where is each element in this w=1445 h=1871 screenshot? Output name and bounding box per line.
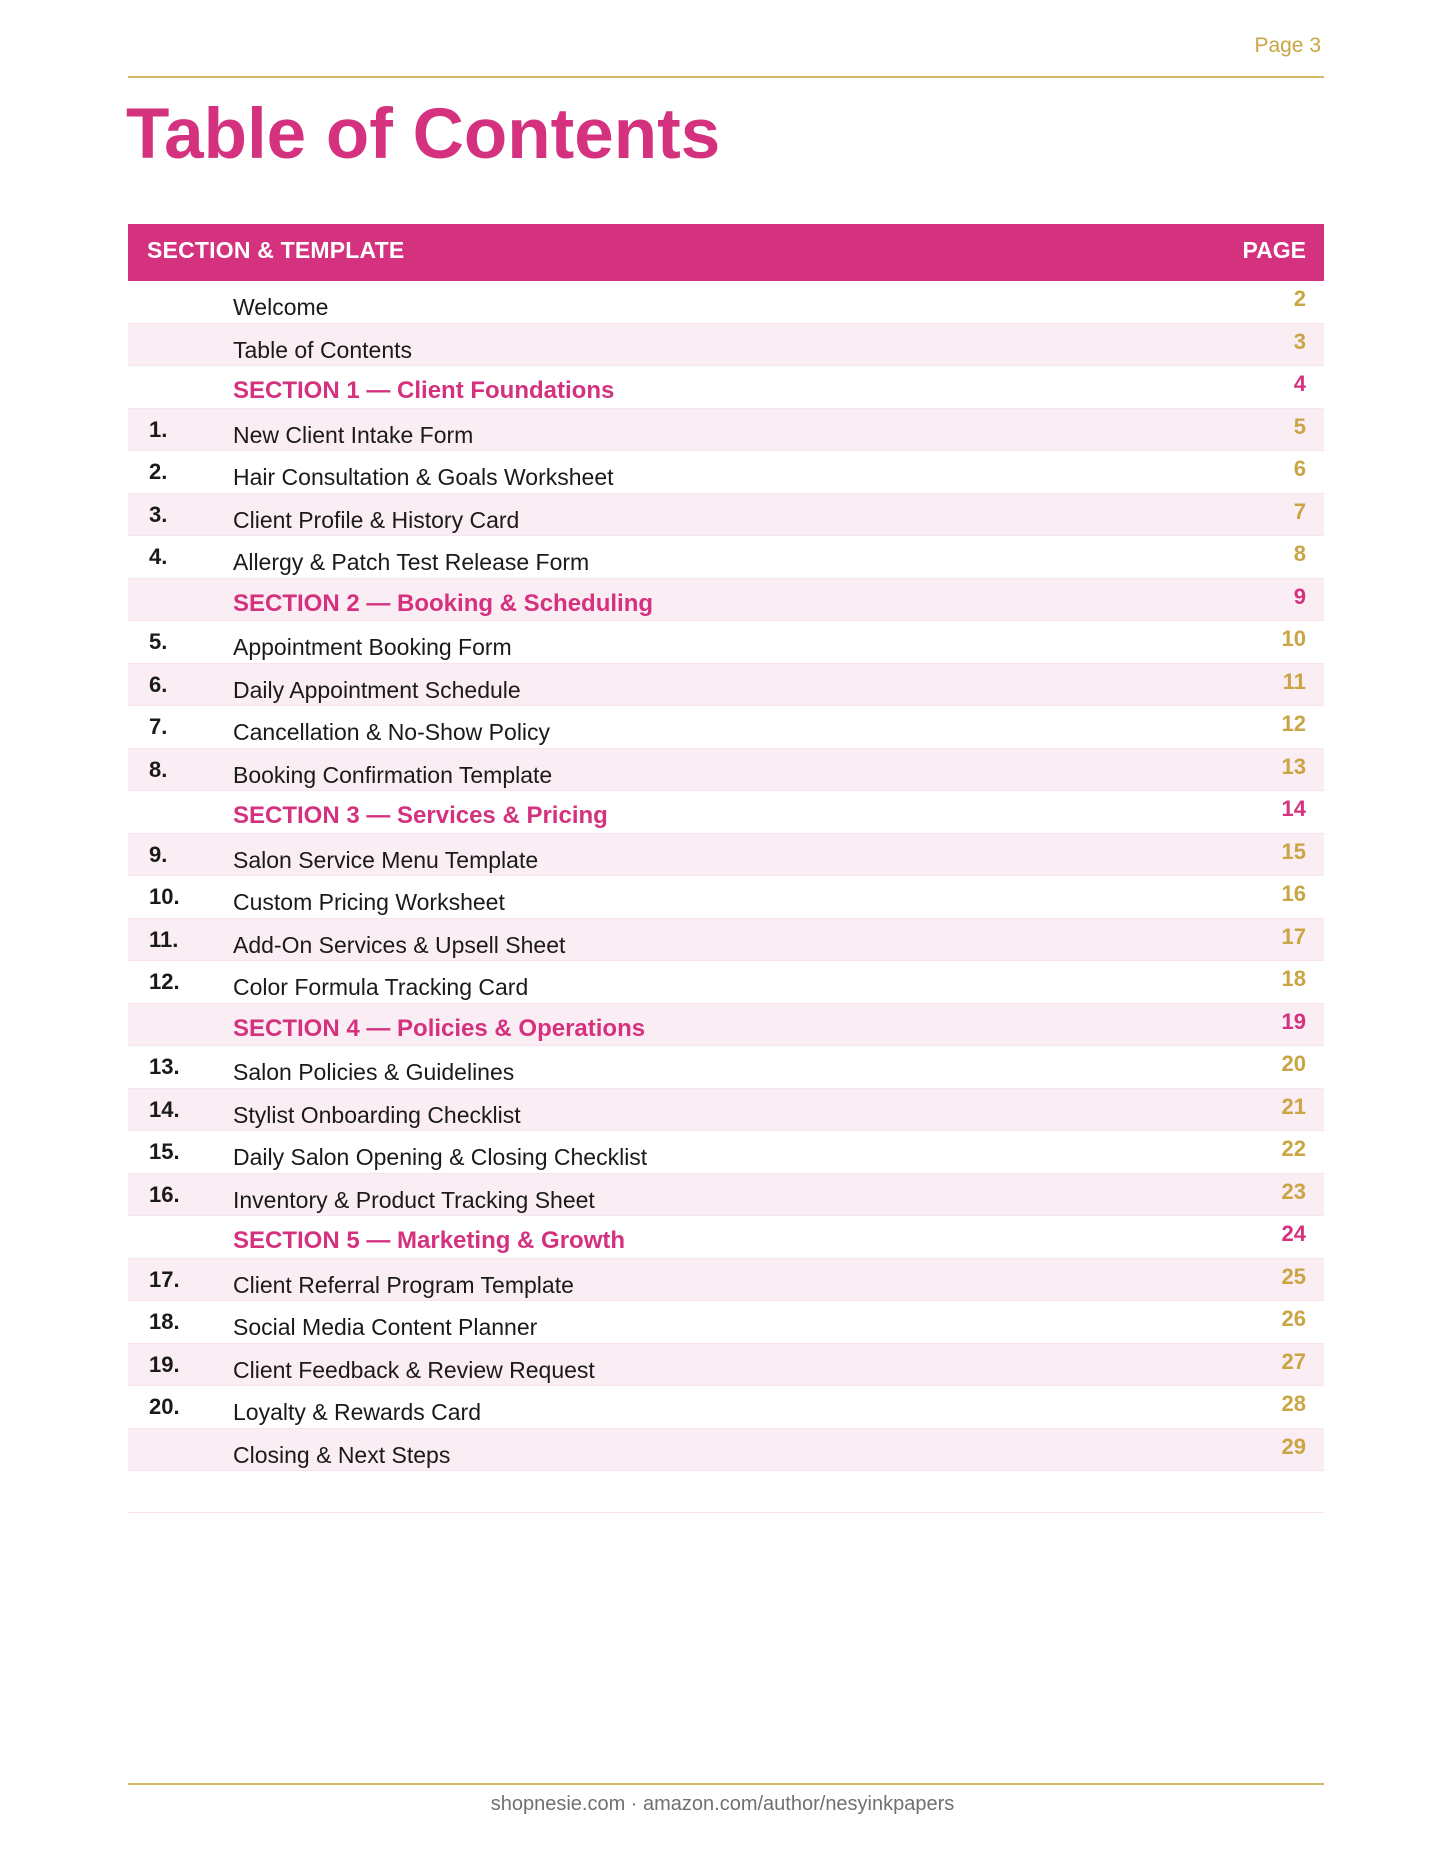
toc-item-number: 9. <box>149 841 168 867</box>
toc-row[interactable] <box>128 281 1324 324</box>
toc-row[interactable] <box>128 621 1324 664</box>
toc-item-label: Table of Contents <box>233 336 413 363</box>
top-divider <box>128 76 1324 78</box>
toc-item-number: 2. <box>149 459 168 484</box>
toc-page-number: 12 <box>1281 711 1306 736</box>
toc-item-label: Stylist Onboarding Checklist <box>233 1101 521 1128</box>
toc-row[interactable] <box>128 1259 1324 1302</box>
toc-rows <box>128 281 1324 1513</box>
toc-item-number: 12. <box>149 969 180 994</box>
toc-row[interactable] <box>128 1046 1324 1089</box>
toc-page-number: 9 <box>1293 583 1306 609</box>
toc-page-number: 4 <box>1293 371 1306 396</box>
toc-page-number: 16 <box>1281 881 1306 906</box>
toc-page-number: 23 <box>1281 1178 1306 1204</box>
toc-row[interactable] <box>128 664 1324 707</box>
toc-section-row[interactable] <box>128 1216 1324 1259</box>
toc-item-label: Allergy & Patch Test Release Form <box>233 549 590 575</box>
toc-row[interactable] <box>128 919 1324 962</box>
toc-item-number: 8. <box>149 756 168 782</box>
toc-blank-row <box>128 1471 1324 1513</box>
page-number: Page 3 <box>1254 34 1321 57</box>
toc-item-label: Client Profile & History Card <box>233 506 520 533</box>
header-page: PAGE <box>1242 237 1306 263</box>
toc-item-number: 15. <box>149 1139 180 1164</box>
toc-page-number: 21 <box>1281 1093 1306 1119</box>
toc-item-label: Add-On Services & Upsell Sheet <box>233 931 566 958</box>
toc-page-number: 11 <box>1282 668 1306 694</box>
toc-row[interactable] <box>128 1131 1324 1174</box>
toc-section-title: SECTION 2 — Booking & Scheduling <box>233 589 654 617</box>
toc-page-number: 27 <box>1281 1348 1306 1374</box>
toc-item-number: 5. <box>149 629 168 654</box>
toc-row[interactable] <box>128 1089 1324 1132</box>
toc-page-number: 17 <box>1281 923 1306 949</box>
toc-row[interactable] <box>128 494 1324 537</box>
toc-section-title: SECTION 1 — Client Foundations <box>233 377 615 404</box>
toc-row[interactable] <box>128 324 1324 367</box>
toc-page-number: 3 <box>1293 328 1306 354</box>
toc-item-label: Salon Service Menu Template <box>233 846 539 873</box>
toc-row[interactable] <box>128 1386 1324 1429</box>
bottom-divider <box>128 1783 1324 1785</box>
toc-item-number: 1. <box>149 416 168 442</box>
toc-item-label: Custom Pricing Worksheet <box>233 889 505 915</box>
toc-item-label: Appointment Booking Form <box>233 634 512 660</box>
toc-row[interactable] <box>128 451 1324 494</box>
toc-header <box>128 224 1324 281</box>
toc-item-label: Welcome <box>233 294 329 320</box>
toc-page-number: 29 <box>1281 1433 1306 1459</box>
toc-item-number: 7. <box>149 714 168 739</box>
toc-item-number: 17. <box>149 1266 180 1292</box>
toc-page-number: 13 <box>1281 753 1306 779</box>
toc-item-number: 10. <box>149 884 180 909</box>
toc-item-number: 4. <box>149 544 168 569</box>
toc-page-number: 19 <box>1281 1008 1306 1034</box>
toc-item-number: 13. <box>149 1054 180 1079</box>
toc-page-number: 5 <box>1293 413 1306 439</box>
toc-item-label: Closing & Next Steps <box>233 1441 451 1468</box>
toc-item-number: 11. <box>149 926 179 952</box>
toc-section-title: SECTION 5 — Marketing & Growth <box>233 1227 626 1254</box>
footer-links: shopnesie.com · amazon.com/author/nesyinkpapers <box>490 1793 955 1815</box>
toc-row[interactable] <box>128 1344 1324 1387</box>
toc-page-number: 26 <box>1281 1306 1306 1331</box>
page-title: Table of Contents <box>126 95 721 174</box>
toc-section-row[interactable] <box>128 791 1324 834</box>
toc-page-number: 25 <box>1281 1263 1306 1289</box>
toc-item-number: 20. <box>149 1394 180 1419</box>
toc-section-row[interactable] <box>128 1004 1324 1047</box>
toc-page-number: 8 <box>1293 541 1306 566</box>
toc-row[interactable] <box>128 706 1324 749</box>
toc-item-label: Salon Policies & Guidelines <box>233 1059 515 1085</box>
toc-page-number: 22 <box>1281 1136 1306 1161</box>
toc-section-title: SECTION 4 — Policies & Operations <box>233 1014 646 1042</box>
toc-section-row[interactable] <box>128 366 1324 409</box>
toc-item-label: Client Feedback & Review Request <box>233 1356 595 1383</box>
toc-item-number: 6. <box>149 671 168 697</box>
toc-row[interactable] <box>128 409 1324 452</box>
toc-row[interactable] <box>128 1429 1324 1472</box>
toc-item-label: Daily Salon Opening & Closing Checklist <box>233 1144 648 1170</box>
toc-page-number: 15 <box>1281 838 1306 864</box>
toc-row[interactable] <box>128 834 1324 877</box>
toc-item-label: New Client Intake Form <box>233 421 474 448</box>
toc-item-label: Social Media Content Planner <box>233 1314 538 1340</box>
toc-page-number: 24 <box>1281 1221 1306 1246</box>
toc-row[interactable] <box>128 1174 1324 1217</box>
toc-row[interactable] <box>128 536 1324 579</box>
toc-row[interactable] <box>128 876 1324 919</box>
toc-item-number: 19. <box>149 1351 180 1377</box>
toc-page-number: 14 <box>1281 796 1306 821</box>
toc-page-number: 20 <box>1281 1051 1306 1076</box>
toc-row[interactable] <box>128 749 1324 792</box>
toc-item-label: Booking Confirmation Template <box>233 761 553 788</box>
toc-page-number: 28 <box>1281 1391 1306 1416</box>
toc-item-label: Client Referral Program Template <box>233 1271 574 1298</box>
toc-item-label: Daily Appointment Schedule <box>233 676 521 703</box>
toc-page-number: 18 <box>1281 966 1306 991</box>
toc-item-number: 16. <box>149 1181 180 1207</box>
toc-row[interactable] <box>128 961 1324 1004</box>
toc-item-number: 14. <box>149 1096 180 1122</box>
toc-table <box>128 224 1324 1513</box>
toc-item-label: Inventory & Product Tracking Sheet <box>233 1186 595 1213</box>
toc-item-label: Loyalty & Rewards Card <box>233 1399 481 1425</box>
header-section-template: SECTION & TEMPLATE <box>147 237 405 263</box>
toc-row[interactable] <box>128 1301 1324 1344</box>
toc-item-number: 3. <box>149 501 168 527</box>
toc-item-label: Color Formula Tracking Card <box>233 974 529 1000</box>
toc-page-number: 6 <box>1293 456 1306 481</box>
toc-item-label: Hair Consultation & Goals Worksheet <box>233 464 614 490</box>
toc-page-number: 2 <box>1293 286 1306 311</box>
toc-item-number: 18. <box>149 1309 180 1334</box>
toc-item-label: Cancellation & No-Show Policy <box>233 719 551 745</box>
toc-section-row[interactable] <box>128 579 1324 622</box>
toc-page-number: 10 <box>1281 626 1306 651</box>
toc-section-title: SECTION 3 — Services & Pricing <box>233 802 608 829</box>
toc-page-number: 7 <box>1293 498 1306 524</box>
